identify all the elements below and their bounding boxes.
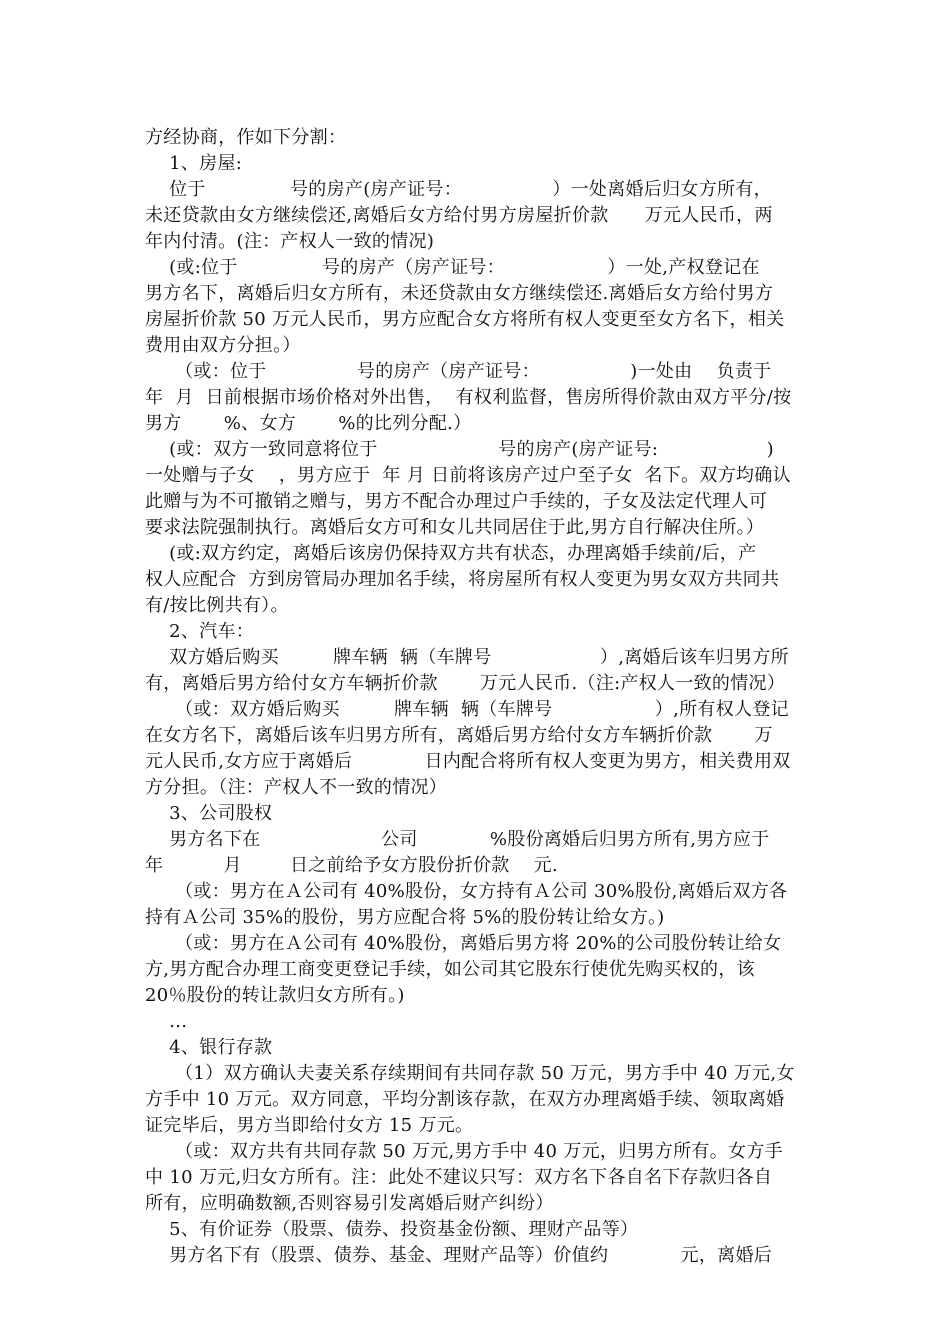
section-heading-house: 1、房屋:: [145, 153, 243, 174]
text-line: 一处赠与子女 ，男方应于 年 月 日前将该房产过户至子女 名下。双方均确认: [145, 465, 791, 486]
text-line: （或：男方在Ａ公司有 40%股份，女方持有Ａ公司 30%股份,离婚后双方各: [145, 881, 788, 902]
text-line: 男方名下，离婚后归女方所有，未还贷款由女方继续偿还.离婚后女方给付男方: [145, 283, 774, 304]
text-line: 在女方名下，离婚后该车归男方所有，离婚后男方给付女方车辆折价款 万: [145, 725, 773, 746]
text-line: 房屋折价款 50 万元人民币，男方应配合女方将所有权人变更至女方名下，相关: [145, 309, 785, 330]
text-line: （或：双方婚后购买 牌车辆 辆（车牌号 ）,所有权人登记: [145, 699, 789, 720]
text-line: 方经协商，作如下分割：: [145, 127, 347, 148]
text-line: 年 月 日之前给予女方股份折价款 元.: [145, 855, 558, 876]
text-line: (或:位于 号的房产（房产证号： ）一处,产权登记在: [145, 257, 760, 278]
text-line: 男方名下有（股票、债券、基金、理财产品等）价值约 元，离婚后: [145, 1245, 773, 1266]
text-line: 元人民币,女方应于离婚后 日内配合将所有权人变更为男方，相关费用双: [145, 751, 791, 772]
section-heading-equity: 3、公司股权: [145, 803, 273, 824]
text-line: （或：男方在Ａ公司有 40%股份，离婚后男方将 20%的公司股份转让给女: [145, 933, 782, 954]
text-line: 方,男方配合办理工商变更登记手续，如公司其它股东行使优先购买权的，该: [145, 959, 755, 980]
text-line: 持有Ａ公司 35%的股份，男方应配合将 5%的股份转让给女方。): [145, 907, 665, 928]
section-heading-car: 2、汽车：: [145, 621, 255, 642]
text-line: 方分担。（注：产权人不一致的情况）: [145, 777, 448, 798]
text-line: 双方婚后购买 牌车辆 辆（车牌号 ）,离婚后该车归男方所: [145, 647, 789, 668]
text-line: 有，离婚后男方给付女方车辆折价款 万元人民币.（注:产权人一致的情况）: [145, 673, 786, 694]
text-line: 有/按比例共有）。: [145, 595, 289, 616]
text-line: 方手中 10 万元。双方同意，平均分割该存款，在双方办理离婚手续、领取离婚: [145, 1089, 785, 1110]
text-line: 年 月 日前根据市场价格对外出售， 有权利监督，售房所得价款由双方平分/按: [145, 387, 792, 408]
text-line: 年内付清。(注：产权人一致的情况): [145, 231, 435, 252]
text-line: 20％股份的转让款归女方所有。): [145, 985, 405, 1006]
text-line: 未还贷款由女方继续偿还,离婚后女方给付男方房屋折价款 万元人民币，两: [145, 205, 773, 226]
text-line: 权人应配合 方到房管局办理加名手续，将房屋所有权人变更为男女双方共同共: [145, 569, 780, 590]
text-line: 此赠与为不可撤销之赠与，男方不配合办理过户手续的，子女及法定代理人可: [145, 491, 768, 512]
text-line: 中 10 万元,归女方所有。注：此处不建议只写：双方名下各自名下存款归各自: [145, 1167, 773, 1188]
text-line: （或：位于 号的房产（房产证号： )一处由 负责于: [145, 361, 772, 382]
text-line: 证完毕后，男方当即给付女方 15 万元。: [145, 1115, 474, 1136]
text-line: （或：双方共有共同存款 50 万元,男方手中 40 万元，归男方所有。女方手: [145, 1141, 783, 1162]
section-heading-securities: 5、有价证券（股票、债券、投资基金份额、理财产品等）: [145, 1219, 639, 1240]
text-line: 费用由双方分担。）: [145, 335, 301, 356]
text-line: 位于 号的房产(房产证号： ）一处离婚后归女方所有，: [145, 179, 772, 200]
text-line: 所有，应明确数额,否则容易引发离婚后财产纠纷）: [145, 1193, 554, 1214]
text-line: (或：双方一致同意将位于 号的房产(房产证号: ): [145, 439, 774, 460]
ellipsis-line: …: [145, 1011, 188, 1032]
section-heading-deposit: 4、银行存款: [145, 1037, 273, 1058]
text-line: (或:双方约定，离婚后该房仍保持双方共有状态，办理离婚手续前/后，产: [145, 543, 757, 564]
text-line: 要求法院强制执行。离婚后女方可和女儿共同居住于此,男方自行解决住所。）: [145, 517, 765, 538]
text-line: 男方名下在 公司 %股份离婚后归男方所有,男方应于: [145, 829, 770, 850]
text-line: 男方 %、女方 %的比列分配.）: [145, 413, 472, 434]
text-line: （1）双方确认夫妻关系存续期间有共同存款 50 万元，男方手中 40 万元,女: [145, 1063, 795, 1084]
